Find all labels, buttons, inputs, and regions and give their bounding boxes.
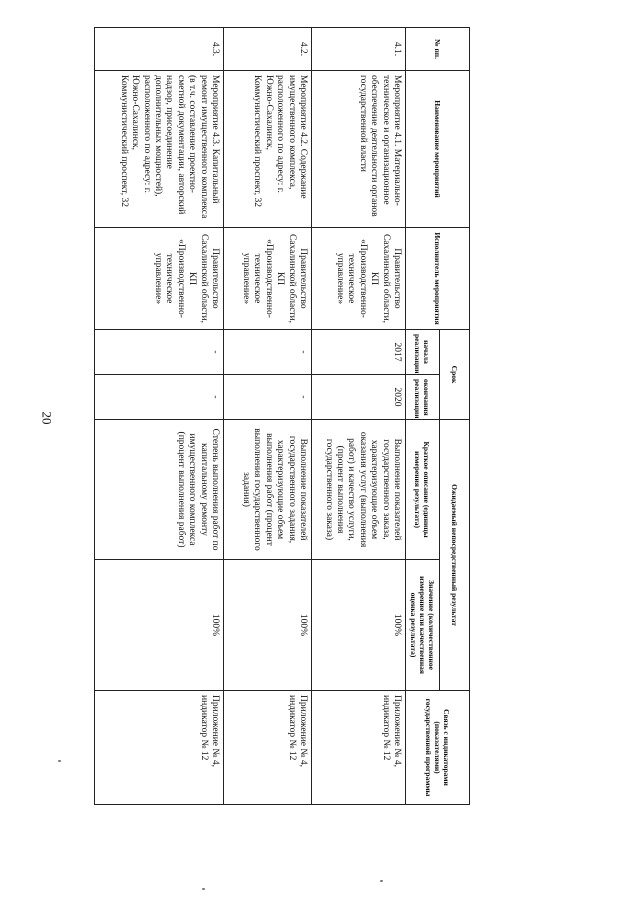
row-end: -: [224, 375, 312, 420]
rotated-page-area: [95, 27, 640, 797]
scan-speck: [380, 880, 383, 882]
row-executor: Правительство Сахалинской области, КП «Производственно-техническое управление»: [312, 228, 406, 330]
page-number: 20: [39, 411, 55, 425]
table-row: [312, 28, 406, 805]
row-executor: Правительство Сахалинской области, КП «Производственно-техническое управление»: [224, 228, 312, 330]
header-result: Ожидаемый непосредственный результат: [440, 420, 470, 691]
row-num: 4.3.: [95, 28, 224, 71]
row-desc: Степень выполнения работ по капитальному ремонту имущественного комплекса (процент выполнения работ): [95, 420, 224, 560]
row-link: Приложение № 4, индикатор № 12: [224, 691, 312, 805]
row-end: -: [95, 375, 224, 420]
row-value: 100%: [312, 560, 406, 691]
table-row: [224, 28, 312, 805]
row-name: Мероприятие 4.2. Содержание имущественного комплекса, расположенного по адресу: г. Южно-Сахалинск, Коммунистический проспект, 32: [224, 71, 312, 228]
row-value: 100%: [224, 560, 312, 691]
row-end: 2020: [312, 375, 406, 420]
row-desc: Выполнение показателей государственного задания, характеризующие объем выполнения работ (процент выполнения государственного задания): [224, 420, 312, 560]
header-result-desc: Краткое описание (единицы измерения результата): [406, 420, 440, 560]
scan-speck: [58, 760, 61, 762]
row-link: Приложение № 4, индикатор № 12: [95, 691, 224, 805]
row-executor: Правительство Сахалинской области, КП «Производственно-техническое управление»: [95, 228, 224, 330]
row-name: Мероприятие 4.1. Материально-техническое и организационное обеспечение деятельности органов государственной власти: [312, 71, 406, 228]
header-term: Срок: [440, 330, 470, 420]
header-result-value: Значение (количественное измерение или качественная оценка результата): [406, 560, 440, 691]
header-name: Наименование мероприятий: [406, 71, 470, 228]
row-desc: Выполнение показателей государственного заказа, характеризующие объем оказания услуг (выполнения работ) и качество услуги, (процент выполнения государственного заказа): [312, 420, 406, 560]
row-start: -: [224, 330, 312, 375]
measures-table: [94, 27, 470, 805]
header-num: № пп.: [406, 28, 470, 71]
scan-speck: [202, 888, 205, 890]
row-start: 2017: [312, 330, 406, 375]
header-term-end: окончания реализации: [406, 375, 440, 420]
rotated-table-wrapper: [95, 27, 470, 804]
row-num: 4.2.: [224, 28, 312, 71]
row-num: 4.1.: [312, 28, 406, 71]
row-name: Мероприятие 4.3. Капитальный ремонт имущественного комплекса (в т.ч. составление проектно-сметной документации, авторский надзор, присоединение дополнительных мощностей), расположенного по адресу: г. Южно-Сахалинск, Коммунистический проспект, 32: [95, 71, 224, 228]
header-term-start: начала реализации: [406, 330, 440, 375]
row-value: 100%: [95, 560, 224, 691]
table-row: [95, 28, 224, 805]
row-link: Приложение № 4, индикатор № 12: [312, 691, 406, 805]
header-executor: Исполнитель мероприятия: [406, 228, 470, 330]
row-start: -: [95, 330, 224, 375]
header-link: Связь с индикаторами (показателями) государственной программы: [406, 691, 470, 805]
